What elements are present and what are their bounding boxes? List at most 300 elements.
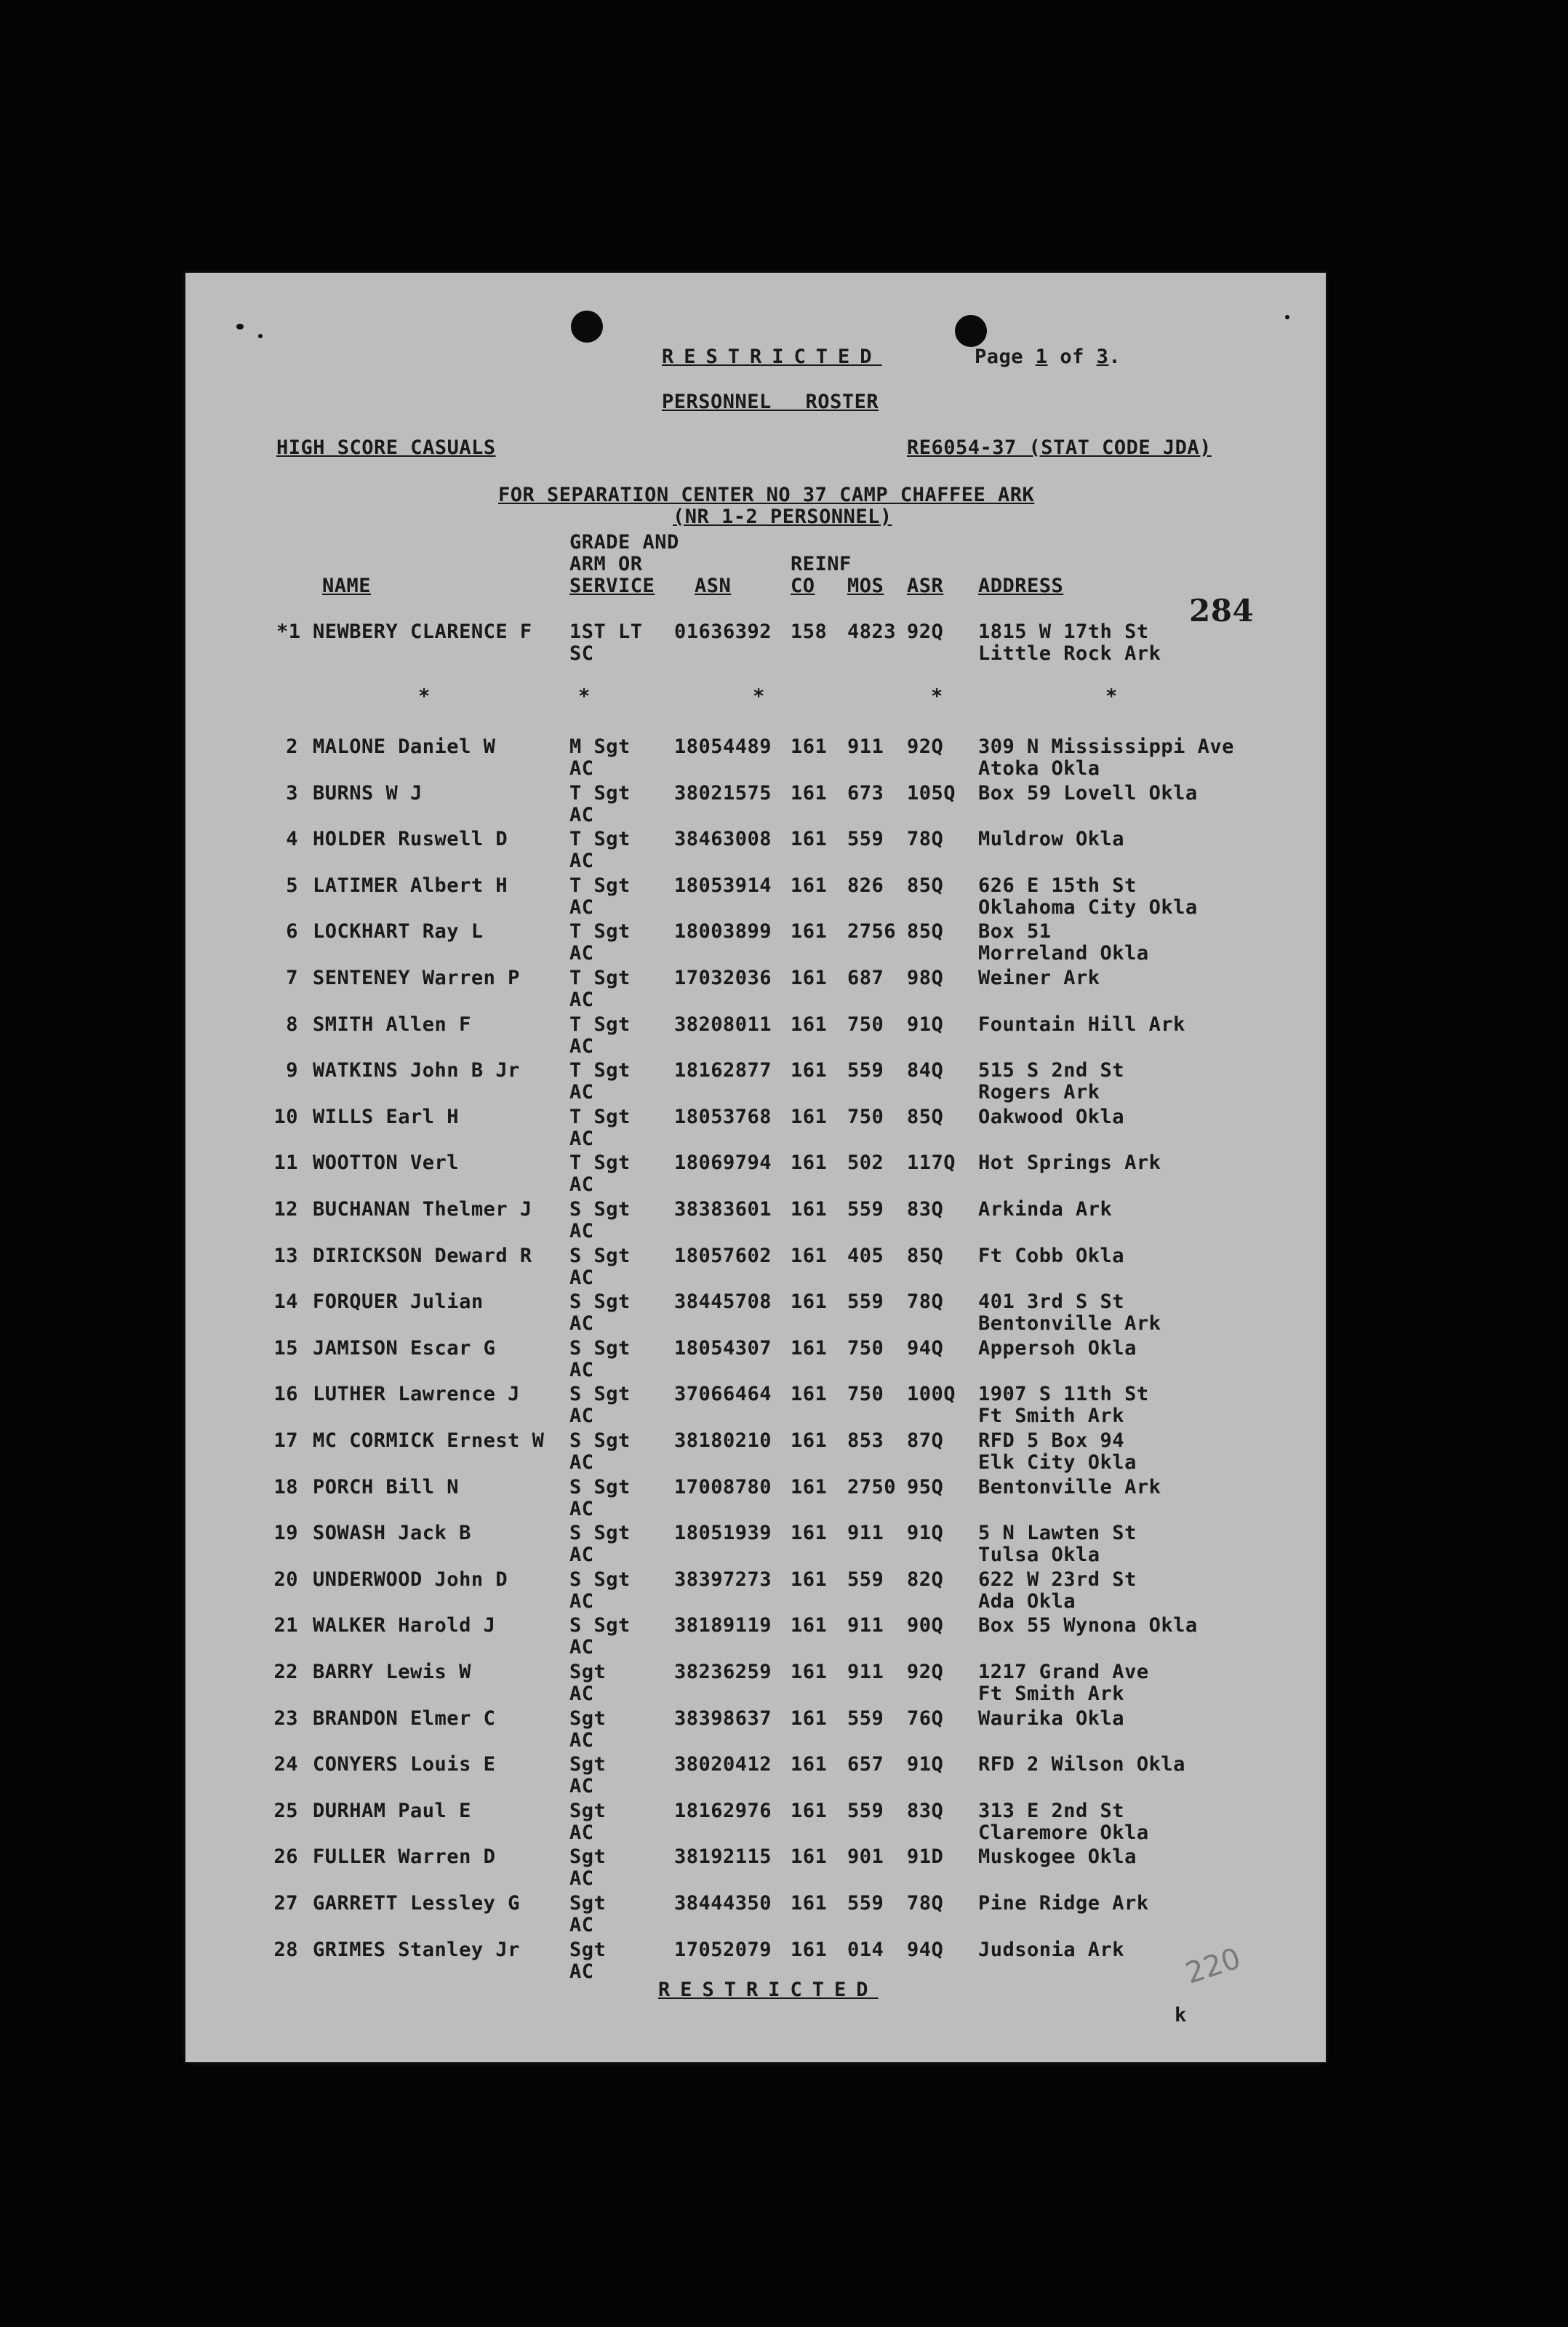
row-address-line1: Weiner Ark <box>978 967 1100 989</box>
row-service: AC <box>569 1914 594 1936</box>
ink-speck <box>258 334 263 338</box>
row-address-line2: Ft Smith Ark <box>978 1683 1125 1705</box>
row-name: WOOTTON Verl <box>313 1151 460 1175</box>
row-asn: 18053914 <box>674 874 772 897</box>
separator-star: * <box>931 685 943 708</box>
destination: FOR SEPARATION CENTER NO 37 CAMP CHAFFEE ARK <box>498 484 1035 506</box>
row-address-line1: 5 N Lawten St <box>978 1522 1137 1545</box>
initial-mark: k <box>1175 2004 1187 2027</box>
row-grade: T Sgt <box>569 920 631 943</box>
row-grade: T Sgt <box>569 967 631 989</box>
row-asr: 94Q <box>907 1336 944 1360</box>
row-asn: 17008780 <box>674 1475 772 1498</box>
row-asn: 17052079 <box>674 1938 772 1961</box>
page-of: of <box>1060 346 1084 368</box>
row-address-line1: 313 E 2nd St <box>978 1799 1125 1822</box>
row-grade: Sgt <box>569 1753 607 1776</box>
col-grade-line2: ARM OR <box>569 553 643 575</box>
col-grade-line1: GRADE AND <box>569 531 679 554</box>
row-grade: Sgt <box>569 1845 607 1869</box>
row-asr: 91Q <box>907 1013 944 1036</box>
col-name: NAME <box>322 575 372 597</box>
entry-address-line2: Little Rock Ark <box>978 642 1161 665</box>
row-asr: 85Q <box>907 874 944 897</box>
row-mos: 911 <box>847 735 884 758</box>
row-address-line1: Box 59 Lovell Okla <box>978 781 1198 805</box>
row-address-line1: Muskogee Okla <box>978 1845 1137 1869</box>
row-service: AC <box>569 895 594 919</box>
row-address-line1: Muldrow Okla <box>978 828 1125 851</box>
row-grade: Sgt <box>569 1661 607 1683</box>
row-address-line1: 1907 S 11th St <box>978 1383 1149 1406</box>
row-co: 161 <box>791 1799 828 1822</box>
row-number: 7 <box>286 967 298 989</box>
row-mos: 559 <box>847 1707 884 1730</box>
row-service: AC <box>569 1081 594 1104</box>
row-asn: 38463008 <box>674 828 772 851</box>
row-address-line1: Appersoh Okla <box>978 1336 1137 1360</box>
row-number: 24 <box>273 1753 298 1776</box>
row-name: WALKER Harold J <box>313 1614 496 1637</box>
row-number: 9 <box>286 1059 298 1082</box>
pencil-note: 220 <box>1181 1941 1245 1991</box>
row-co: 161 <box>791 1105 828 1128</box>
row-co: 161 <box>791 1568 828 1591</box>
row-name: SMITH Allen F <box>313 1013 471 1036</box>
row-asn: 38189119 <box>674 1614 772 1637</box>
row-number: 27 <box>273 1892 298 1915</box>
row-service: AC <box>569 1034 594 1058</box>
row-co: 161 <box>791 1151 828 1175</box>
row-asr: 85Q <box>907 920 944 943</box>
row-grade: S Sgt <box>569 1383 631 1406</box>
row-asr: 83Q <box>907 1799 944 1822</box>
row-co: 161 <box>791 1429 828 1452</box>
ink-speck <box>236 324 244 330</box>
row-address-line2: Oklahoma City Okla <box>978 895 1198 919</box>
row-grade: M Sgt <box>569 735 631 758</box>
row-co: 161 <box>791 735 828 758</box>
row-number: 26 <box>273 1845 298 1869</box>
row-service: AC <box>569 1451 594 1474</box>
row-asr: 91D <box>907 1845 944 1869</box>
row-co: 161 <box>791 1707 828 1730</box>
row-service: AC <box>569 1544 594 1567</box>
row-mos: 2756 <box>847 920 897 943</box>
row-co: 161 <box>791 1892 828 1915</box>
row-co: 161 <box>791 874 828 897</box>
row-asn: 18162877 <box>674 1059 772 1082</box>
col-asr: ASR <box>907 575 944 597</box>
row-mos: 673 <box>847 781 884 805</box>
row-address-line1: Pine Ridge Ark <box>978 1892 1149 1915</box>
row-asr: 76Q <box>907 1707 944 1730</box>
row-number: 5 <box>286 874 298 897</box>
row-service: AC <box>569 803 594 826</box>
row-number: 10 <box>273 1105 298 1128</box>
row-grade: Sgt <box>569 1799 607 1822</box>
row-name: SOWASH Jack B <box>313 1522 471 1545</box>
row-name: HOLDER Ruswell D <box>313 828 508 851</box>
row-co: 161 <box>791 828 828 851</box>
col-reinf: REINF <box>791 553 852 575</box>
row-asn: 38444350 <box>674 1892 772 1915</box>
row-name: WATKINS John B Jr <box>313 1059 520 1082</box>
row-address-line1: Fountain Hill Ark <box>978 1013 1185 1036</box>
row-name: PORCH Bill N <box>313 1475 460 1498</box>
row-name: LATIMER Albert H <box>313 874 508 897</box>
row-name: SENTENEY Warren P <box>313 967 520 989</box>
row-mos: 559 <box>847 1059 884 1082</box>
col-asn: ASN <box>695 575 732 597</box>
row-co: 161 <box>791 920 828 943</box>
row-asn: 38383601 <box>674 1198 772 1221</box>
row-service: AC <box>569 1867 594 1891</box>
row-asn: 38445708 <box>674 1290 772 1314</box>
row-name: MC CORMICK Ernest W <box>313 1429 545 1452</box>
row-name: BUCHANAN Thelmer J <box>313 1198 532 1221</box>
row-address-line1: Ft Cobb Okla <box>978 1244 1125 1267</box>
row-mos: 750 <box>847 1336 884 1360</box>
row-asn: 18057602 <box>674 1244 772 1267</box>
row-address-line1: 626 E 15th St <box>978 874 1137 897</box>
row-address-line2: Bentonville Ark <box>978 1312 1161 1336</box>
row-service: AC <box>569 1173 594 1197</box>
row-mos: 559 <box>847 1198 884 1221</box>
page-total: 3 <box>1096 346 1109 368</box>
stamp-number: 284 <box>1189 593 1255 628</box>
row-asn: 38021575 <box>674 781 772 805</box>
row-grade: S Sgt <box>569 1429 631 1452</box>
row-mos: 901 <box>847 1845 884 1869</box>
row-mos: 502 <box>847 1151 884 1175</box>
row-grade: S Sgt <box>569 1336 631 1360</box>
row-number: 19 <box>273 1522 298 1545</box>
row-service: AC <box>569 1127 594 1150</box>
row-asn: 38398637 <box>674 1707 772 1730</box>
col-mos: MOS <box>847 575 884 597</box>
row-name: FULLER Warren D <box>313 1845 496 1869</box>
col-address: ADDRESS <box>978 575 1064 597</box>
row-grade: Sgt <box>569 1938 607 1961</box>
row-address-line1: 515 S 2nd St <box>978 1059 1125 1082</box>
entry-co: 158 <box>791 620 828 643</box>
row-name: BRANDON Elmer C <box>313 1707 496 1730</box>
row-asn: 18003899 <box>674 920 772 943</box>
row-asn: 18069794 <box>674 1151 772 1175</box>
col-grade-line3: SERVICE <box>569 575 655 597</box>
row-asr: 92Q <box>907 1661 944 1683</box>
row-grade: T Sgt <box>569 1013 631 1036</box>
row-mos: 911 <box>847 1614 884 1637</box>
row-asn: 38208011 <box>674 1013 772 1036</box>
row-grade: Sgt <box>569 1707 607 1730</box>
row-asr: 91Q <box>907 1522 944 1545</box>
row-service: AC <box>569 757 594 780</box>
row-number: 18 <box>273 1475 298 1498</box>
row-co: 161 <box>791 1198 828 1221</box>
roster-page <box>185 273 1326 2062</box>
separator-star: * <box>578 685 591 708</box>
row-mos: 826 <box>847 874 884 897</box>
subtitle: (NR 1-2 PERSONNEL) <box>673 506 892 528</box>
row-number: 2 <box>286 735 298 758</box>
row-asr: 91Q <box>907 1753 944 1776</box>
row-asn: 37066464 <box>674 1383 772 1406</box>
row-grade: T Sgt <box>569 828 631 851</box>
row-mos: 911 <box>847 1661 884 1683</box>
row-asr: 85Q <box>907 1244 944 1267</box>
row-name: LUTHER Lawrence J <box>313 1383 520 1406</box>
row-co: 161 <box>791 1661 828 1683</box>
row-mos: 687 <box>847 967 884 989</box>
row-address-line2: Ft Smith Ark <box>978 1405 1125 1428</box>
row-asn: 18162976 <box>674 1799 772 1822</box>
row-grade: T Sgt <box>569 781 631 805</box>
row-grade: S Sgt <box>569 1475 631 1498</box>
row-name: CONYERS Louis E <box>313 1753 496 1776</box>
row-asn: 38020412 <box>674 1753 772 1776</box>
row-service: AC <box>569 1358 594 1381</box>
row-asr: 117Q <box>907 1151 956 1175</box>
row-name: DIRICKSON Deward R <box>313 1244 532 1267</box>
row-address-line1: Box 55 Wynona Okla <box>978 1614 1198 1637</box>
row-address-line1: Judsonia Ark <box>978 1938 1125 1961</box>
row-mos: 559 <box>847 828 884 851</box>
row-service: AC <box>569 1497 594 1520</box>
row-asr: 95Q <box>907 1475 944 1498</box>
row-service: AC <box>569 1775 594 1798</box>
row-service: AC <box>569 1636 594 1659</box>
row-mos: 750 <box>847 1105 884 1128</box>
row-grade: T Sgt <box>569 1059 631 1082</box>
restricted-footer: RESTRICTED <box>658 1979 879 2001</box>
row-co: 161 <box>791 1059 828 1082</box>
row-co: 161 <box>791 1013 828 1036</box>
row-mos: 657 <box>847 1753 884 1776</box>
row-number: 15 <box>273 1336 298 1360</box>
roster-title: PERSONNEL ROSTER <box>662 391 879 413</box>
row-address-line2: Morreland Okla <box>978 942 1149 965</box>
row-co: 161 <box>791 1938 828 1961</box>
row-grade: S Sgt <box>569 1198 631 1221</box>
row-number: 25 <box>273 1799 298 1822</box>
row-address-line2: Ada Okla <box>978 1589 1076 1613</box>
row-mos: 014 <box>847 1938 884 1961</box>
row-co: 161 <box>791 1845 828 1869</box>
row-co: 161 <box>791 1336 828 1360</box>
row-number: 20 <box>273 1568 298 1591</box>
row-number: 14 <box>273 1290 298 1314</box>
row-grade: S Sgt <box>569 1290 631 1314</box>
row-co: 161 <box>791 1475 828 1498</box>
row-grade: T Sgt <box>569 874 631 897</box>
row-service: AC <box>569 989 594 1011</box>
row-service: AC <box>569 1220 594 1242</box>
row-service: AC <box>569 1728 594 1752</box>
row-grade: S Sgt <box>569 1522 631 1545</box>
entry-service: SC <box>569 642 594 665</box>
row-name: MALONE Daniel W <box>313 735 496 758</box>
entry-name: NEWBERY CLARENCE F <box>313 620 532 643</box>
row-grade: T Sgt <box>569 1105 631 1128</box>
row-asn: 38180210 <box>674 1429 772 1452</box>
row-asn: 18054307 <box>674 1336 772 1360</box>
row-co: 161 <box>791 1614 828 1637</box>
entry-address-line1: 1815 W 17th St <box>978 620 1149 643</box>
row-asr: 82Q <box>907 1568 944 1591</box>
row-mos: 750 <box>847 1013 884 1036</box>
row-address-line2: Atoka Okla <box>978 757 1100 780</box>
restricted-header: RESTRICTED <box>662 346 882 368</box>
row-service: AC <box>569 942 594 965</box>
col-co: CO <box>791 575 815 597</box>
ink-speck <box>1285 315 1289 319</box>
row-asn: 38192115 <box>674 1845 772 1869</box>
row-grade: Sgt <box>569 1892 607 1915</box>
row-asr: 105Q <box>907 781 956 805</box>
row-service: AC <box>569 1589 594 1613</box>
row-service: AC <box>569 1960 594 1983</box>
row-number: 3 <box>286 781 298 805</box>
row-grade: T Sgt <box>569 1151 631 1175</box>
row-name: JAMISON Escar G <box>313 1336 496 1360</box>
row-grade: S Sgt <box>569 1244 631 1267</box>
row-asr: 87Q <box>907 1429 944 1452</box>
separator-star: * <box>1105 685 1118 708</box>
row-grade: S Sgt <box>569 1614 631 1637</box>
entry-number: *1 <box>276 620 301 643</box>
entry-asn: 01636392 <box>674 620 772 643</box>
row-asr: 94Q <box>907 1938 944 1961</box>
row-asr: 85Q <box>907 1105 944 1128</box>
order-code: RE6054-37 (STAT CODE JDA) <box>907 436 1212 459</box>
row-service: AC <box>569 1312 594 1336</box>
row-number: 8 <box>286 1013 298 1036</box>
row-asn: 18053768 <box>674 1105 772 1128</box>
separator-star: * <box>418 685 431 708</box>
entry-grade: 1ST LT <box>569 620 643 643</box>
row-address-line2: Claremore Okla <box>978 1821 1149 1844</box>
row-grade: S Sgt <box>569 1568 631 1591</box>
row-service: AC <box>569 1683 594 1705</box>
row-address-line1: RFD 5 Box 94 <box>978 1429 1125 1452</box>
row-mos: 559 <box>847 1799 884 1822</box>
unit-name: HIGH SCORE CASUALS <box>276 436 496 459</box>
row-number: 12 <box>273 1198 298 1221</box>
page-label: Page <box>975 346 1024 368</box>
row-name: WILLS Earl H <box>313 1105 460 1128</box>
page-indicator: Page 1 of 3. <box>975 346 1121 368</box>
row-address-line1: 622 W 23rd St <box>978 1568 1137 1591</box>
row-name: BARRY Lewis W <box>313 1661 471 1683</box>
row-name: UNDERWOOD John D <box>313 1568 508 1591</box>
row-number: 16 <box>273 1383 298 1406</box>
row-co: 161 <box>791 967 828 989</box>
row-mos: 405 <box>847 1244 884 1267</box>
punch-hole-right <box>955 315 987 347</box>
row-service: AC <box>569 1821 594 1844</box>
row-mos: 559 <box>847 1892 884 1915</box>
row-asr: 90Q <box>907 1614 944 1637</box>
row-name: DURHAM Paul E <box>313 1799 471 1822</box>
row-name: BURNS W J <box>313 781 423 805</box>
row-number: 17 <box>273 1429 298 1452</box>
row-address-line1: Box 51 <box>978 920 1052 943</box>
row-address-line2: Elk City Okla <box>978 1451 1137 1474</box>
row-mos: 911 <box>847 1522 884 1545</box>
row-co: 161 <box>791 1753 828 1776</box>
row-address-line1: Waurika Okla <box>978 1707 1125 1730</box>
row-co: 161 <box>791 1290 828 1314</box>
page-number: 1 <box>1035 346 1048 368</box>
row-asn: 38236259 <box>674 1661 772 1683</box>
row-number: 21 <box>273 1614 298 1637</box>
row-name: LOCKHART Ray L <box>313 920 484 943</box>
row-asr: 78Q <box>907 1892 944 1915</box>
row-mos: 750 <box>847 1383 884 1406</box>
entry-asr: 92Q <box>907 620 944 643</box>
row-number: 13 <box>273 1244 298 1267</box>
row-address-line1: Oakwood Okla <box>978 1105 1125 1128</box>
row-asn: 38397273 <box>674 1568 772 1591</box>
row-asr: 83Q <box>907 1198 944 1221</box>
row-co: 161 <box>791 1244 828 1267</box>
row-service: AC <box>569 1405 594 1428</box>
row-asr: 98Q <box>907 967 944 989</box>
row-address-line2: Rogers Ark <box>978 1081 1100 1104</box>
separator-star: * <box>753 685 765 708</box>
row-address-line1: 1217 Grand Ave <box>978 1661 1149 1683</box>
row-address-line1: 401 3rd S St <box>978 1290 1125 1314</box>
punch-hole-left <box>571 311 603 343</box>
row-asn: 17032036 <box>674 967 772 989</box>
entry-mos: 4823 <box>847 620 897 643</box>
row-address-line1: Bentonville Ark <box>978 1475 1161 1498</box>
row-number: 4 <box>286 828 298 851</box>
row-co: 161 <box>791 1522 828 1545</box>
row-number: 23 <box>273 1707 298 1730</box>
row-asr: 84Q <box>907 1059 944 1082</box>
row-asr: 78Q <box>907 1290 944 1314</box>
row-asn: 18051939 <box>674 1522 772 1545</box>
row-address-line1: Hot Springs Ark <box>978 1151 1161 1175</box>
row-number: 6 <box>286 920 298 943</box>
row-service: AC <box>569 1266 594 1289</box>
row-address-line1: Arkinda Ark <box>978 1198 1113 1221</box>
row-number: 22 <box>273 1661 298 1683</box>
row-mos: 853 <box>847 1429 884 1452</box>
row-number: 28 <box>273 1938 298 1961</box>
row-mos: 559 <box>847 1568 884 1591</box>
row-asn: 18054489 <box>674 735 772 758</box>
row-number: 11 <box>273 1151 298 1175</box>
row-mos: 559 <box>847 1290 884 1314</box>
row-name: GARRETT Lessley G <box>313 1892 520 1915</box>
row-asr: 100Q <box>907 1383 956 1406</box>
row-asr: 78Q <box>907 828 944 851</box>
row-service: AC <box>569 850 594 873</box>
row-address-line1: RFD 2 Wilson Okla <box>978 1753 1185 1776</box>
row-name: FORQUER Julian <box>313 1290 484 1314</box>
row-name: GRIMES Stanley Jr <box>313 1938 520 1961</box>
row-co: 161 <box>791 1383 828 1406</box>
row-address-line2: Tulsa Okla <box>978 1544 1100 1567</box>
row-co: 161 <box>791 781 828 805</box>
row-mos: 2750 <box>847 1475 897 1498</box>
row-asr: 92Q <box>907 735 944 758</box>
row-address-line1: 309 N Mississippi Ave <box>978 735 1234 758</box>
